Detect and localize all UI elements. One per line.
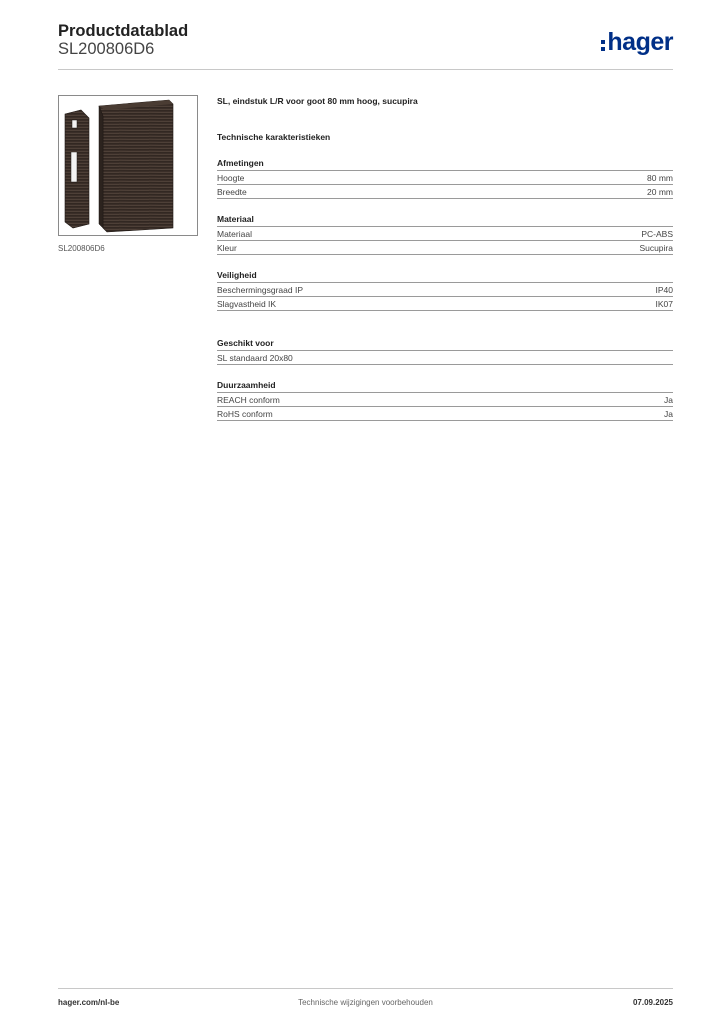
image-caption: SL200806D6 [58, 244, 105, 253]
section-dimensions [217, 157, 673, 199]
spec-value: IK07 [655, 298, 673, 309]
spec-row [217, 171, 673, 185]
spec-row [217, 351, 673, 365]
spec-label: REACH conform [217, 394, 280, 405]
spec-label: SL standaard 20x80 [217, 352, 293, 363]
section-title: Geschikt voor [217, 337, 673, 351]
section-title: Duurzaamheid [217, 379, 673, 393]
section-sustainability [217, 379, 673, 421]
logo-colon-icon [601, 40, 605, 51]
footer-website-link[interactable]: hager.com/nl-be [58, 998, 120, 1007]
page-footer [58, 997, 673, 1009]
footer-date: 07.09.2025 [632, 998, 673, 1007]
section-suitable-for [217, 337, 673, 365]
product-image [58, 95, 198, 236]
spec-row [217, 393, 673, 407]
spec-label: Kleur [217, 242, 237, 253]
spec-label: Hoogte [217, 172, 245, 183]
spec-row [217, 241, 673, 255]
spec-value: Ja [664, 394, 673, 405]
product-details [217, 95, 673, 421]
spec-value: PC-ABS [641, 228, 673, 239]
section-title: Materiaal [217, 213, 673, 227]
spec-row [217, 185, 673, 199]
product-description: SL, eindstuk L/R voor goot 80 mm hoog, sucupira [217, 96, 418, 106]
spec-row [217, 297, 673, 311]
section-safety [217, 269, 673, 311]
spec-label: Beschermingsgraad IP [217, 284, 303, 295]
section-title: Afmetingen [217, 157, 673, 171]
spec-row [217, 283, 673, 297]
spec-label: Slagvastheid IK [217, 298, 277, 309]
footer-note: Technische wijzigingen voorbehouden [298, 998, 433, 1007]
spec-row [217, 227, 673, 241]
section-title: Veiligheid [217, 269, 673, 283]
footer-divider [58, 988, 673, 989]
spec-value: 80 mm [647, 172, 673, 183]
spec-value: 20 mm [647, 186, 673, 197]
logo-text: hager [607, 28, 673, 56]
spec-label: Materiaal [217, 228, 252, 239]
spec-label: Breedte [217, 186, 247, 197]
section-material [217, 213, 673, 255]
header-divider [58, 69, 673, 70]
spec-value: IP40 [655, 284, 673, 295]
document-title: Productdatablad [58, 22, 189, 40]
product-code: SL200806D6 [58, 40, 155, 58]
spec-value: Sucupira [639, 242, 673, 253]
spec-row [217, 407, 673, 421]
tech-heading: Technische karakteristieken [217, 132, 331, 142]
page-header [58, 21, 673, 69]
hager-logo [601, 27, 673, 57]
spec-value: Ja [664, 408, 673, 419]
spec-label: RoHS conform [217, 408, 273, 419]
end-cap-illustration [59, 96, 197, 235]
